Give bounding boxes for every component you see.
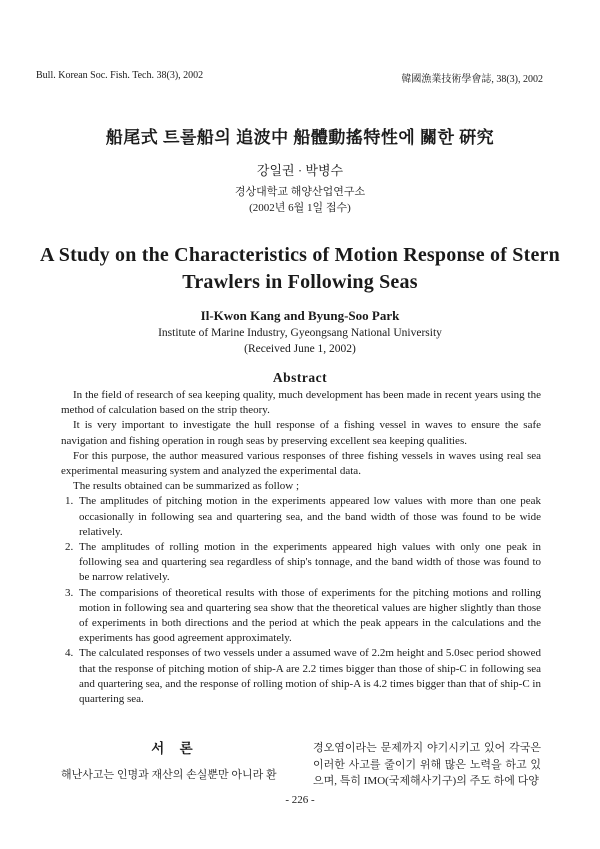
abstract-paragraph: For this purpose, the author measured various responses of three fishing vessels in waves using real sea experimental measuring system and analyzed the experimental data. <box>61 449 541 478</box>
received-date-english: (Received June 1, 2002) <box>244 343 356 355</box>
authors-english: Il-Kwon Kang and Byung-Soo Park <box>200 308 400 323</box>
results-list-item <box>61 586 541 647</box>
abstract-paragraph: It is very important to investigate the hull response of a fishing vessel in waves to ensure the safe navigation and fishing operation in rough seas by preserving excellent sea keeping qualities. <box>61 419 541 447</box>
results-list-item <box>61 494 541 540</box>
paper-title-korean: 船尾式 트롤船의 追波中 船體動搖特性에 關한 硏究 <box>105 128 495 147</box>
affiliation-english-block <box>0 325 600 357</box>
intro-text-right: 경오염이라는 문제까지 야기시키고 있어 각국은 이러한 사고를 줄이기 위해 많은 노력을 하고 있으며, 특히 IMO(국제해사기구)의 주도 하에 다양 <box>313 742 541 787</box>
list-item-text: The amplitudes of pitching motion in the experiments appeared low values with more than one peak occasionally in following sea and quartering sea, and the band width of those was found to be wide relatively. <box>79 495 541 538</box>
list-item-text: The amplitudes of rolling motion in the experiments appeared high values with only one peak in following sea and quartering sea regardless of ship's tonnage, and the band width of those was found to be narrow relatively. <box>79 541 541 584</box>
list-item-text: The comparisions of theoretical results with those of experiments for the pitching motions and rolling motion in following sea and quartering sea show that the theoretical values are higher slightly than those of experiments in both directions and the period at which the peak appears in the calculations and the experiments has good agreement approximately. <box>79 586 541 645</box>
list-item-number: 3. <box>65 586 74 599</box>
received-date-korean: (2002년 6월 1일 접수) <box>249 202 351 214</box>
authors-korean: 강일권 · 박병수 <box>256 163 344 178</box>
abstract-paragraph: The results obtained can be summarized as follow ; <box>73 480 300 493</box>
page-number: - 226 - <box>285 794 315 806</box>
list-item-number: 4. <box>65 647 74 660</box>
paper-title-english: A Study on the Characteristics of Motion Response of Stern Trawlers in Following Seas <box>40 244 560 293</box>
results-list-item <box>61 646 541 707</box>
journal-citation-en: Bull. Korean Soc. Fish. Tech. 38(3), 2002 <box>36 70 204 81</box>
affiliation-korean-block <box>0 184 600 216</box>
list-item-number: 2. <box>65 541 74 554</box>
results-list-item <box>61 540 541 586</box>
intro-text-left: 해난사고는 인명과 재산의 손실뿐만 아니라 환 <box>61 769 277 781</box>
affiliation-english: Institute of Marine Industry, Gyeongsang National University <box>158 327 442 339</box>
results-list <box>61 494 541 707</box>
abstract-paragraph: In the field of research of sea keeping quality, much development has been made in recent years using the method of calculation based on the strip theory. <box>61 389 541 417</box>
abstract-heading: Abstract <box>272 370 328 385</box>
journal-citation-ko: 韓國漁業技術學會誌, 38(3), 2002 <box>401 74 543 85</box>
affiliation-korean: 경상대학교 해양산업연구소 <box>234 186 366 198</box>
list-item-text: The calculated responses of two vessels under a assumed wave of 2.2m height and 5.0sec period showed that the response of pitching motion of ship-A are 2.2 times bigger than those of ship-C in following sea and quartering sea, and the response of rolling motion of ship-A is 4.2 times bigger than that of ship-C in quartering sea. <box>79 647 541 706</box>
abstract-body <box>61 388 541 707</box>
intro-heading: 서 론 <box>151 741 199 756</box>
list-item-number: 1. <box>65 495 74 508</box>
intro-left-column <box>61 737 289 782</box>
